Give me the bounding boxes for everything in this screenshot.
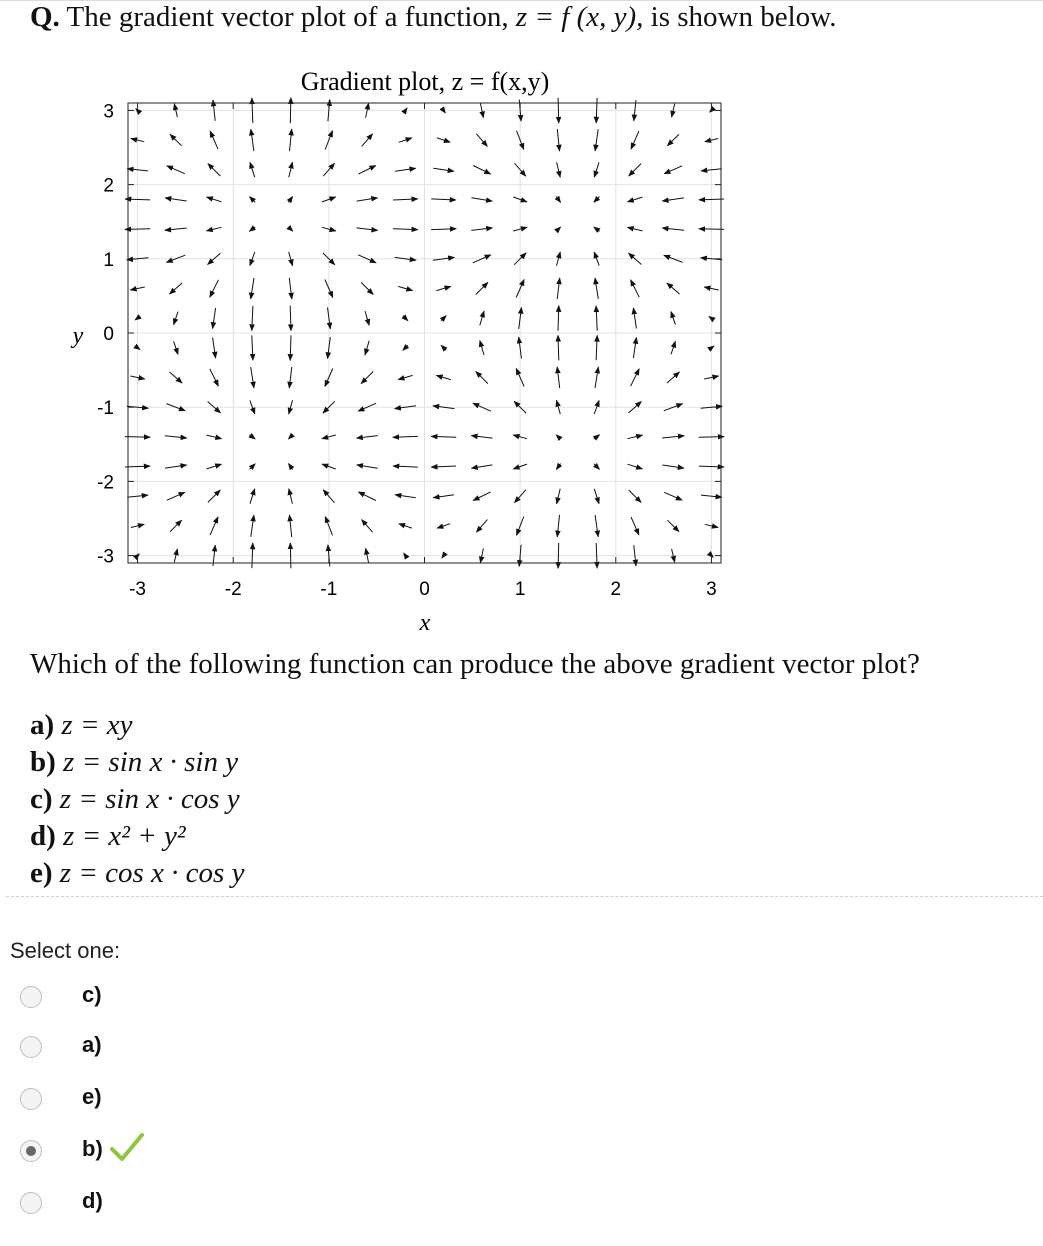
gradient-arrow	[595, 129, 598, 151]
gradient-arrow	[476, 372, 488, 384]
option-formula: z = xy	[61, 709, 133, 741]
gradient-arrow	[594, 197, 600, 203]
gradient-arrow	[289, 489, 293, 504]
x-tick-label: 3	[706, 579, 717, 600]
gradient-arrow	[556, 435, 560, 439]
gradient-arrow	[398, 375, 412, 379]
gradient-arrow	[249, 435, 255, 439]
gradient-arrow	[557, 278, 560, 299]
answer-label: b)	[82, 1136, 103, 1161]
gradient-arrow	[210, 280, 219, 297]
question-text-before: The gradient vector plot of a function,	[66, 1, 509, 33]
gradient-arrow	[441, 316, 446, 321]
gradient-arrow	[558, 306, 559, 331]
y-tick-labels	[97, 101, 114, 567]
gradient-arrow	[633, 308, 636, 329]
gradient-arrow	[167, 166, 185, 174]
gradient-arrow	[671, 341, 675, 354]
gradient-arrow	[594, 435, 600, 439]
gradient-arrow	[436, 375, 450, 379]
answer-label: c)	[82, 982, 102, 1007]
y-tick-label: -1	[97, 398, 114, 420]
gradient-arrow	[557, 515, 559, 537]
gradient-arrow	[476, 282, 488, 294]
gradient-arrow	[174, 341, 178, 354]
gradient-arrow	[433, 168, 454, 171]
x-tick-labels	[129, 579, 717, 600]
option-label: c)	[30, 783, 53, 815]
gradient-arrow	[393, 466, 418, 467]
radio-button[interactable]	[20, 1192, 42, 1214]
gradient-arrow	[594, 227, 600, 231]
gradient-arrow	[596, 306, 597, 331]
gradient-arrow	[165, 436, 187, 438]
x-tick-label: -1	[320, 579, 338, 600]
answer-e[interactable]	[0, 1074, 300, 1124]
gradient-arrow	[557, 367, 560, 388]
gradient-arrow	[290, 543, 291, 568]
gradient-arrow	[594, 162, 599, 177]
y-tick-label: -3	[97, 546, 114, 568]
radio-button[interactable]	[20, 986, 42, 1008]
option-label: d)	[30, 820, 56, 852]
gradient-arrow	[250, 489, 255, 504]
gradient-arrow	[667, 372, 680, 383]
gradient-arrow	[433, 495, 454, 498]
option-formula: z = cos x · cos y	[59, 857, 245, 889]
option-d	[30, 818, 244, 855]
gradient-arrow	[365, 311, 369, 325]
gradient-arrow	[252, 335, 253, 360]
gradient-arrow	[664, 166, 682, 174]
gradient-arrow	[393, 436, 418, 437]
gradient-arrow	[595, 367, 598, 388]
x-tick-label: 2	[610, 579, 622, 600]
gradient-arrow	[208, 164, 220, 176]
gradient-arrow	[556, 464, 560, 470]
gradient-arrow	[595, 278, 598, 299]
gradient-arrow	[210, 517, 218, 535]
gradient-arrow	[399, 524, 412, 528]
gradient-arrow	[289, 367, 292, 388]
gradient-arrow	[210, 369, 219, 386]
gradient-arrow	[290, 306, 291, 331]
gradient-arrow	[207, 464, 222, 469]
gradient-arrow	[170, 520, 182, 531]
radio-button[interactable]	[20, 1036, 42, 1058]
gradient-arrow	[431, 466, 456, 467]
gradient-arrow	[290, 98, 291, 123]
gradient-arrow	[361, 282, 373, 294]
gradient-arrow	[437, 138, 450, 142]
gradient-arrow	[290, 515, 292, 537]
x-tick-label: 1	[514, 579, 526, 600]
gradient-arrow	[627, 227, 642, 231]
gradient-arrow	[596, 335, 597, 360]
gradient-arrow	[125, 437, 150, 438]
option-label: b)	[30, 746, 56, 778]
gradient-arrow	[699, 437, 724, 438]
gradient-arrow	[288, 435, 292, 439]
gradient-arrow	[662, 228, 684, 230]
gradient-arrow	[174, 312, 178, 325]
gradient-arrow	[403, 345, 408, 350]
gradient-arrow	[558, 543, 559, 568]
gradient-arrow	[290, 129, 292, 151]
question-formula: z = f (x, y),	[515, 1, 644, 33]
option-list	[30, 707, 244, 892]
checkmark-icon	[110, 1132, 144, 1162]
gradient-arrow	[252, 543, 253, 568]
gradient-arrow	[210, 131, 218, 149]
gradient-arrow	[251, 278, 254, 299]
gradient-arrow	[662, 465, 684, 468]
gradient-arrow	[207, 435, 222, 439]
option-c	[30, 781, 244, 818]
gradient-arrow	[557, 489, 561, 504]
gradient-arrow	[596, 98, 597, 123]
x-tick-label: 0	[419, 579, 430, 600]
gradient-arrow	[557, 129, 559, 151]
gradient-arrow	[170, 134, 182, 145]
gradient-arrow	[393, 199, 418, 200]
option-a	[30, 707, 244, 744]
gradient-arrow	[595, 515, 598, 537]
subquestion-text: Which of the following function can produce the above gradient vector plot?	[30, 648, 920, 680]
gradient-arrow	[633, 338, 636, 359]
gradient-arrow	[476, 134, 487, 147]
gradient-arrow	[594, 489, 599, 504]
gradient-arrow	[556, 227, 560, 231]
gradient-arrow	[398, 286, 412, 290]
x-axis-label: x	[419, 610, 431, 636]
gradient-arrow	[362, 520, 373, 533]
gradient-arrow	[361, 372, 373, 384]
gradient-arrow	[662, 436, 684, 438]
gradient-arrow	[699, 229, 724, 230]
gradient-arrow	[251, 129, 254, 151]
answer-c[interactable]	[0, 972, 300, 1022]
gradient-arrow	[358, 166, 375, 175]
gradient-arrow	[667, 283, 680, 294]
gradient-plot	[0, 60, 1043, 640]
gradient-arrow	[558, 335, 559, 360]
gradient-arrow	[473, 492, 490, 501]
answer-b[interactable]	[0, 1126, 300, 1176]
x-tick-label: -2	[224, 579, 242, 600]
gradient-arrow	[628, 197, 643, 202]
gradient-arrow	[125, 229, 150, 230]
gradient-arrow	[476, 520, 487, 533]
gradient-arrow	[437, 524, 450, 528]
option-e	[30, 855, 244, 892]
gradient-arrow	[250, 162, 255, 177]
y-tick-label: 1	[103, 249, 114, 271]
gradient-arrow	[170, 372, 183, 383]
gradient-arrow	[365, 341, 369, 355]
gradient-arrow	[165, 198, 187, 201]
gradient-arrow	[631, 280, 640, 297]
gradient-arrow	[627, 435, 642, 439]
gradient-arrow	[699, 466, 724, 467]
gradient-arrow	[207, 227, 222, 231]
gradient-arrow	[436, 286, 450, 290]
answer-label: e)	[82, 1084, 102, 1109]
gradient-arrow	[667, 134, 679, 145]
question-text-after: is shown below.	[650, 1, 837, 33]
answer-a[interactable]	[0, 1022, 300, 1072]
y-tick-label: 0	[103, 324, 114, 345]
answer-d[interactable]	[0, 1178, 300, 1228]
gradient-arrow	[252, 306, 253, 331]
gradient-arrow	[699, 199, 724, 200]
gradient-arrow	[629, 490, 641, 502]
y-axis-label: y	[72, 323, 84, 349]
option-label: e)	[30, 857, 53, 889]
gradient-arrow	[471, 228, 492, 231]
answer-label: d)	[82, 1188, 103, 1213]
gradient-arrow	[399, 138, 412, 142]
gradient-arrow	[628, 464, 643, 469]
select-one-label: Select one:	[10, 938, 121, 963]
question-text	[30, 1, 836, 34]
y-tick-label: 3	[103, 101, 114, 123]
gradient-arrow	[664, 492, 682, 500]
gradient-arrow	[288, 227, 292, 231]
gradient-arrow	[594, 464, 600, 470]
gradient-arrow	[357, 436, 378, 439]
section-divider	[6, 896, 1043, 897]
gradient-arrow	[631, 517, 639, 535]
gradient-arrow	[473, 166, 490, 175]
gradient-arrow	[165, 228, 187, 230]
gradient-arrow	[395, 495, 416, 498]
plot-title: Gradient plot, z = f(x,y)	[300, 67, 550, 96]
gradient-arrow	[471, 198, 492, 201]
gradient-arrow	[596, 543, 597, 568]
gradient-arrow	[165, 465, 187, 468]
radio-button[interactable]	[20, 1088, 42, 1110]
y-tick-label: 2	[103, 175, 114, 197]
y-tick-label: -2	[97, 472, 114, 494]
gradient-arrow	[431, 436, 456, 437]
radio-button-checked[interactable]	[20, 1140, 42, 1162]
gradient-arrow	[213, 338, 216, 359]
gradient-arrow	[249, 227, 255, 231]
gradient-arrow	[362, 134, 373, 147]
option-formula: z = x² + y²	[63, 820, 186, 852]
gradient-arrow	[251, 515, 254, 537]
option-label: a)	[30, 709, 55, 741]
gradient-arrow	[671, 312, 675, 325]
gradient-arrow	[357, 228, 378, 231]
question-label: Q.	[30, 1, 60, 33]
gradient-arrow	[167, 492, 185, 500]
option-b	[30, 744, 244, 781]
gradient-arrow	[480, 311, 484, 325]
gradient-arrow	[480, 341, 484, 355]
x-tick-label: -3	[129, 579, 147, 600]
gradient-arrow	[289, 162, 293, 177]
option-formula: z = sin x · cos y	[59, 783, 240, 815]
gradient-arrow	[431, 229, 456, 230]
gradient-arrow	[125, 466, 150, 467]
gradient-arrow	[431, 199, 456, 200]
gradient-arrow	[667, 520, 679, 531]
gradient-arrow	[251, 367, 254, 388]
gradient-arrow	[403, 316, 408, 321]
gradient-arrow	[250, 464, 256, 470]
gradient-arrow	[170, 283, 183, 294]
answer-label: a)	[82, 1032, 102, 1057]
gradient-arrow	[250, 197, 256, 203]
gradient-arrow	[289, 278, 292, 299]
gradient-arrow	[556, 197, 560, 203]
gradient-arrow	[631, 131, 639, 149]
gradient-arrow	[357, 198, 378, 201]
gradient-arrow	[631, 369, 640, 386]
gradient-arrow	[288, 197, 292, 203]
gradient-arrow	[207, 197, 222, 202]
gradient-arrow	[557, 162, 561, 177]
gradient-arrow	[252, 98, 253, 123]
option-formula: z = sin x · sin y	[63, 746, 239, 778]
gradient-arrow	[358, 492, 375, 501]
gradient-arrow	[471, 436, 492, 439]
gradient-arrow	[471, 465, 492, 468]
gradient-arrow	[288, 464, 292, 470]
gradient-arrow	[662, 198, 684, 201]
gradient-arrow	[558, 98, 559, 123]
gradient-arrow	[125, 199, 150, 200]
gradient-arrow	[213, 308, 216, 329]
gradient-arrow	[357, 465, 378, 468]
gradient-arrow	[208, 490, 220, 502]
gradient-arrow	[395, 168, 416, 171]
gradient-arrow	[629, 164, 641, 176]
gradient-arrow	[441, 345, 446, 350]
gradient-arrow	[393, 229, 418, 230]
gradient-arrow	[290, 335, 291, 360]
